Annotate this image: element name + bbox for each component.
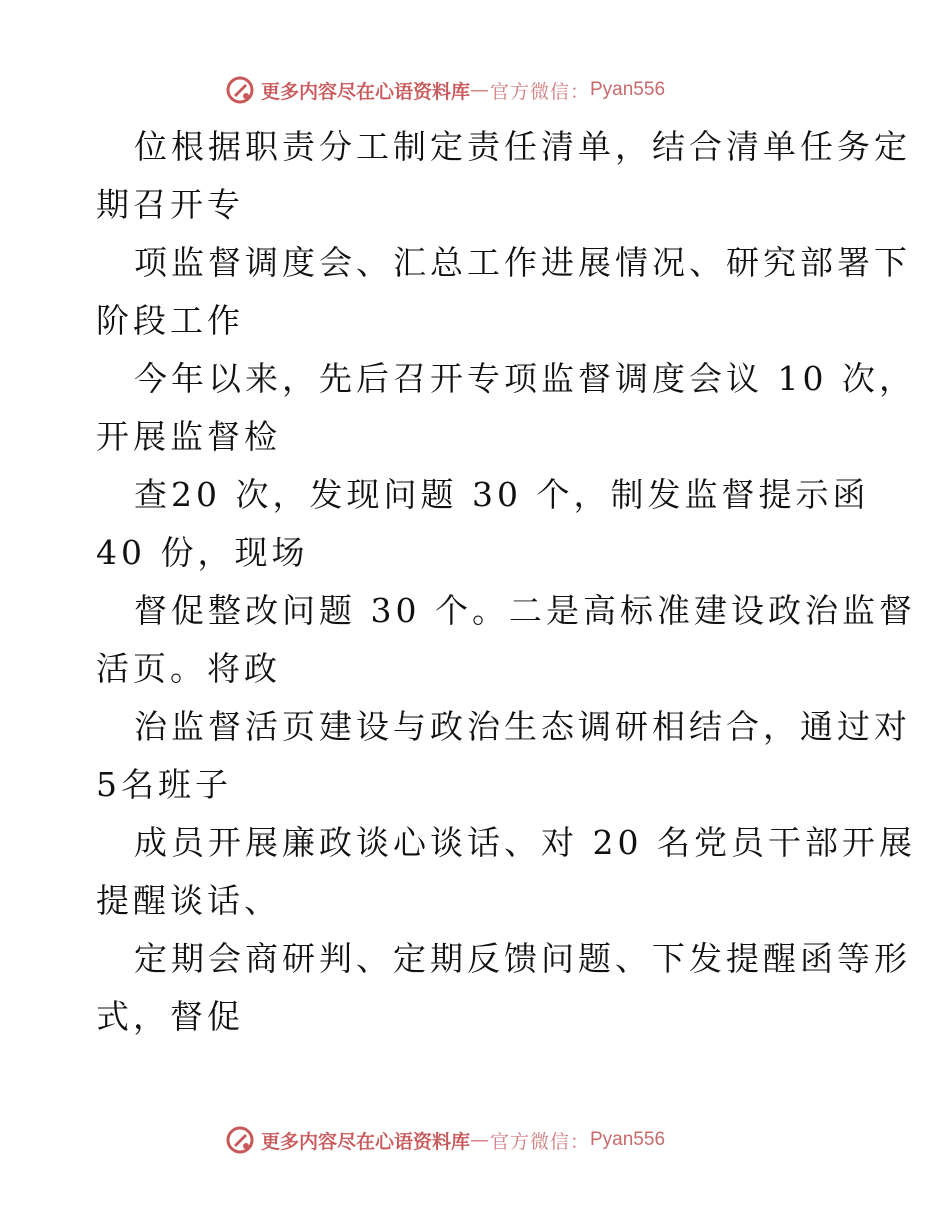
header-watermark: [0, 70, 950, 110]
body-line: 开展监督检: [96, 417, 281, 456]
body-line: 位根据职责分工制定责任清单，结合清单任务定: [134, 127, 911, 166]
body-line: 提醒谈话、: [96, 881, 281, 920]
watermark-dash: —: [469, 79, 490, 101]
body-line: 查20 次，发现问题 30 个，制发监督提示函: [134, 475, 870, 514]
footer-watermark: [0, 1120, 950, 1160]
body-line: 阶段工作: [96, 301, 244, 340]
body-line: 期召开专: [96, 185, 244, 224]
watermark-id: Pyan556: [590, 1129, 666, 1150]
watermark-label: 官方微信：: [489, 80, 590, 103]
body-line: 5名班子: [96, 765, 232, 804]
body-line: 成员开展廉政谈心谈话、对 20 名党员干部开展: [134, 823, 916, 862]
logo-icon: [225, 75, 255, 105]
body-line: 项监督调度会、汇总工作进展情况、研究部署下: [134, 243, 911, 282]
body-line: 今年以来，先后召开专项监督调度会议 10 次，: [134, 359, 916, 398]
logo-icon: [225, 1125, 255, 1155]
body-line: 活页。将政: [96, 649, 281, 688]
watermark-id: Pyan556: [590, 79, 666, 100]
body-line: 40 份，现场: [96, 533, 309, 572]
watermark-dash: —: [469, 1129, 490, 1151]
watermark-label: 官方微信：: [489, 1130, 590, 1153]
watermark-brand: 更多内容尽在心语资料库: [260, 1130, 470, 1153]
document-body: [96, 118, 916, 1046]
watermark-brand: 更多内容尽在心语资料库: [260, 80, 470, 103]
body-line: 督促整改问题 30 个。二是高标准建设政治监督: [134, 591, 916, 630]
body-line: 治监督活页建设与政治生态调研相结合，通过对: [134, 707, 911, 746]
body-line: 式，督促: [96, 997, 244, 1036]
body-line: 定期会商研判、定期反馈问题、下发提醒函等形: [134, 939, 911, 978]
